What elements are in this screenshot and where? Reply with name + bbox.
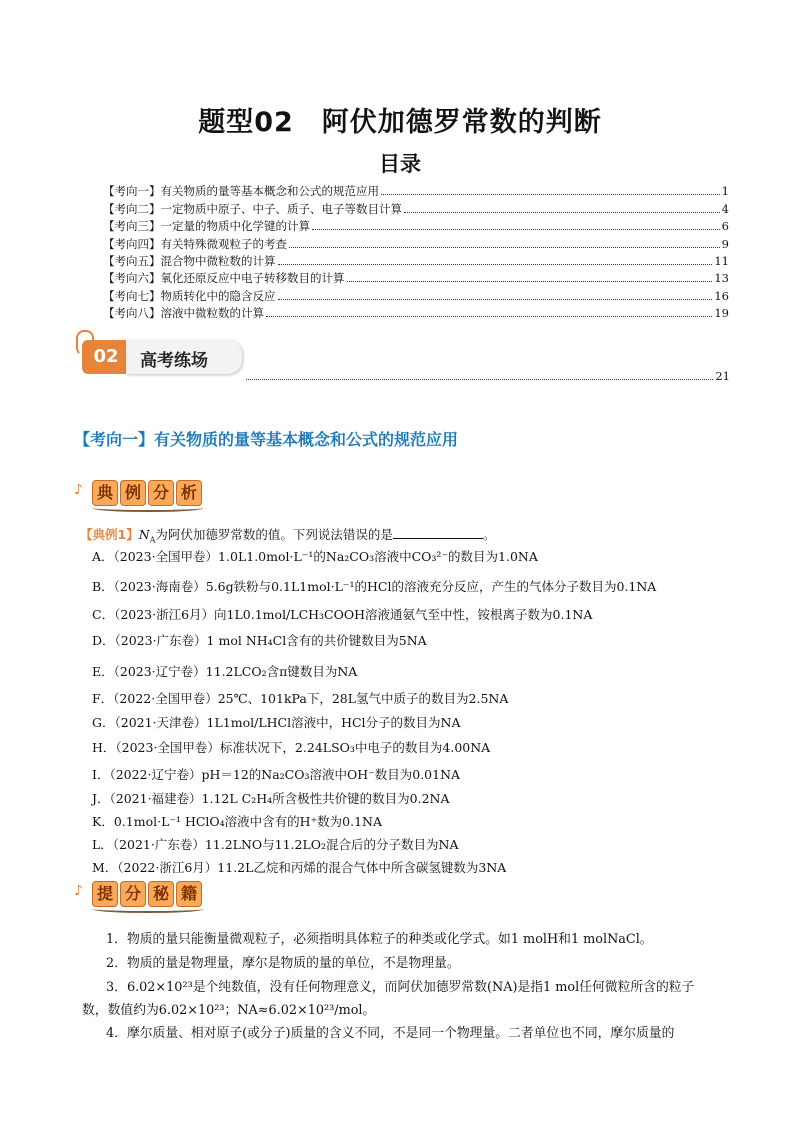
- example-stem: 【典例1】$N_A$为阿伏加德罗常数的值。下列说法错误的是 。: [80, 527, 496, 545]
- exam-section-toc-line[interactable]: 21: [246, 369, 730, 383]
- answer-blank[interactable]: [393, 526, 483, 539]
- music-note-icon: ♪: [74, 883, 83, 899]
- music-note-icon: ♪: [74, 482, 83, 498]
- tips-tag: ♪ 提 分 秘 籍: [74, 879, 214, 909]
- tip-paragraph: 4．摩尔质量、相对原子(或分子)质量的含义不同，不是同一个物理量。二者单位也不同，摩尔质量的: [106, 1026, 675, 1041]
- toc-item[interactable]: 【考向二】一定物质中原子、中子、质子、电子等数目计算 4: [103, 201, 729, 216]
- option-f: F．（2022·全国甲卷）25℃、101kPa下，28L氢气中质子的数目为2.5NA: [92, 691, 509, 706]
- toc-item[interactable]: 【考向七】物质转化中的隐含反应 16: [103, 288, 729, 303]
- toc-item[interactable]: 【考向一】有关物质的量等基本概念和公式的规范应用 1: [103, 184, 729, 199]
- toc-item[interactable]: 【考向四】有关特殊微观粒子的考查 9: [103, 236, 729, 251]
- toc-item[interactable]: 【考向五】混合物中微粒数的计算 11: [103, 253, 729, 268]
- section-label: 高考练场: [140, 351, 208, 371]
- swoosh-decoration: [92, 905, 204, 913]
- section-number: 02: [93, 346, 119, 367]
- toc-heading: 目录: [379, 152, 421, 176]
- toc-item[interactable]: 【考向六】氧化还原反应中电子转移数目的计算 13: [103, 271, 729, 286]
- exam-section-badge: [74, 330, 249, 384]
- tip-paragraph: 2．物质的量是物理量，摩尔是物质的量的单位，不是物理量。: [106, 956, 460, 971]
- toc-item[interactable]: 【考向三】一定量的物质中化学键的计算 6: [103, 219, 729, 234]
- option-c: C．（2023·浙江6月）向1L0.1mol/LCH₃COOH溶液通氨气至中性，铵根离子数为0.1NA: [92, 607, 593, 622]
- table-of-contents: [103, 181, 729, 320]
- option-d: D．（2023·广东卷）1 mol NH₄Cl含有的共价键数目为5NA: [92, 633, 427, 648]
- tip-paragraph: 3．6.02×10²³是个纯数值，没有任何物理意义，而阿伏加德罗常数(NA)是指1 mol任何微粒所含的粒子: [106, 980, 695, 995]
- tip-paragraph: 数，数值约为6.02×10²³；NA≈6.02×10²³/mol。: [82, 1003, 376, 1018]
- page-title: 题型02 阿伏加德罗常数的判断: [198, 107, 602, 138]
- tip-paragraph: 1．物质的量只能衡量微观粒子，必须指明具体粒子的种类或化学式。如1 molH和1 molNaCl。: [106, 932, 653, 947]
- option-h: H．（2023·全国甲卷）标准状况下，2.24LSO₃中电子的数目为4.00NA: [92, 740, 491, 755]
- swoosh-decoration: [92, 504, 204, 512]
- example-analysis-tag: ♪ 典 例 分 析: [74, 478, 214, 508]
- option-m: M．（2022·浙江6月）11.2L乙烷和丙烯的混合气体中所含碳氢键数为3NA: [92, 860, 507, 875]
- section-heading: 【考向一】有关物质的量等基本概念和公式的规范应用: [74, 430, 459, 449]
- option-b: B．（2023·海南卷）5.6g铁粉与0.1L1mol·L⁻¹的HCl的溶液充分反应，产生的气体分子数目为0.1NA: [92, 579, 657, 594]
- option-g: G．（2021·天津卷）1L1mol/LHCl溶液中，HCl分子的数目为NA: [92, 715, 461, 730]
- option-e: E．（2023·辽宁卷）11.2LCO₂含π键数目为NA: [92, 664, 358, 679]
- option-k: K．0.1mol·L⁻¹ HClO₄溶液中含有的H⁺数为0.1NA: [92, 814, 383, 829]
- option-j: J．（2021·福建卷）1.12L C₂H₄所含极性共价键的数目为0.2NA: [92, 791, 450, 806]
- option-i: I．（2022·辽宁卷）pH＝12的Na₂CO₃溶液中OH⁻数目为0.01NA: [92, 767, 461, 782]
- toc-item[interactable]: 【考向八】溶液中微粒数的计算 19: [103, 306, 729, 321]
- option-a: A．（2023·全国甲卷）1.0L1.0mol·L⁻¹的Na₂CO₃溶液中CO₃²⁻的数目为1.0NA: [92, 549, 538, 564]
- option-l: L．（2021·广东卷）11.2LNO与11.2LO₂混合后的分子数目为NA: [92, 837, 459, 852]
